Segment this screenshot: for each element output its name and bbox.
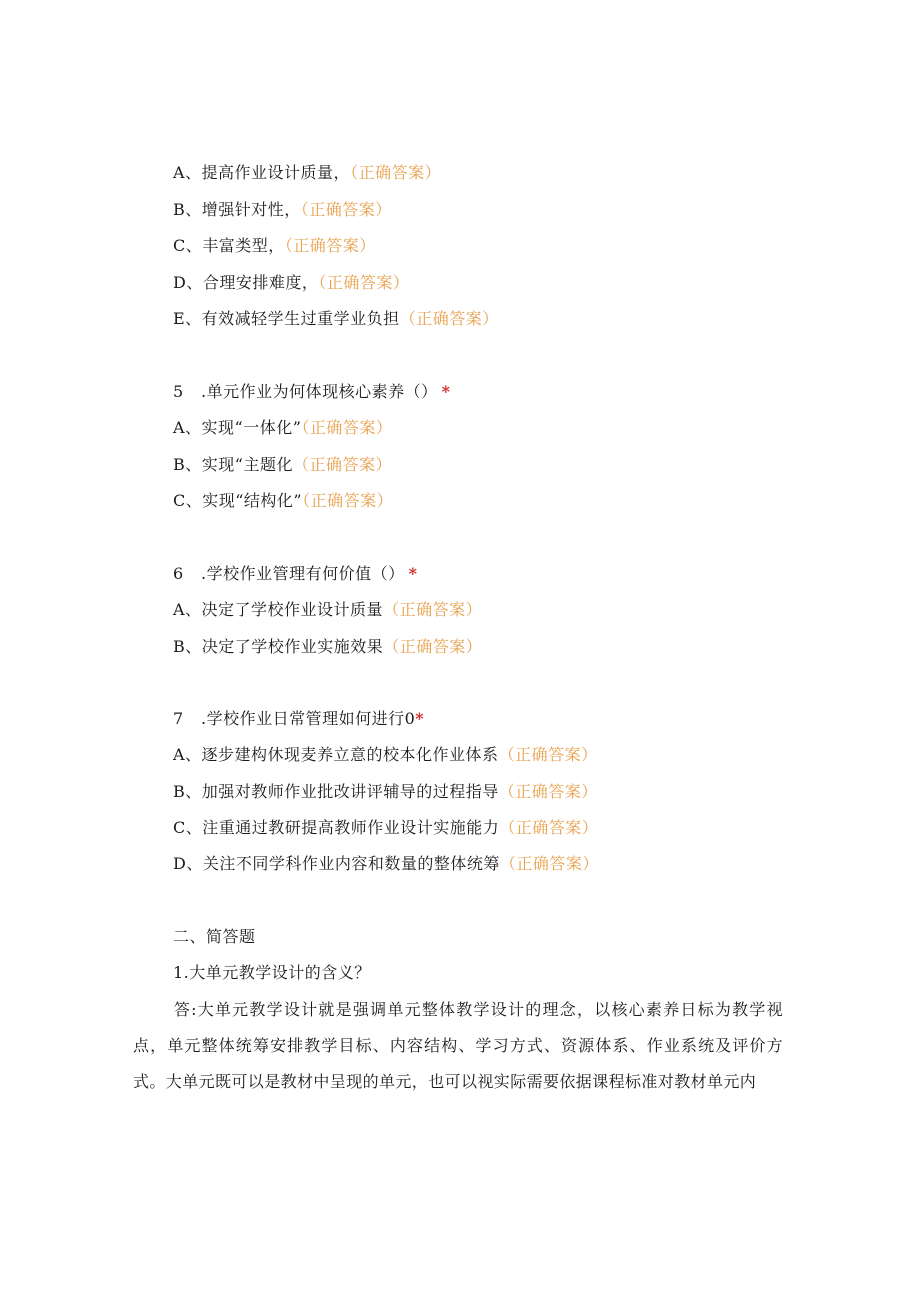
question-number: 7 [173,709,184,728]
q5-title [173,382,450,402]
correct-answer-tag: （正确答案） [499,818,599,837]
correct-answer-tag: （正确答案） [292,455,392,474]
correct-answer-tag: （正确答案） [498,782,598,801]
q7-option-d [173,854,599,874]
correct-answer-tag: （正确答案） [301,418,393,437]
correct-answer-tag: （正确答案） [302,491,394,510]
q5-option-c [173,491,393,511]
option-text: C、注重通过教研提高教师作业设计实施能力 [173,818,500,837]
q4-option-a [173,163,441,183]
q4-option-e [173,309,499,329]
correct-answer-tag: （正确答案） [318,273,410,292]
option-text: A、提高作业设计质量， [173,163,351,182]
correct-answer-tag: （正确答案） [383,637,483,656]
q6-title [173,564,417,584]
option-text: A、决定了学校作业设计质量 [173,600,384,619]
q5-option-a [173,418,392,438]
correct-answer-tag: （正确答案） [284,236,376,255]
option-text: A、实现“一体化” [173,418,302,437]
option-text: B、决定了学校作业实施效果 [173,637,384,656]
option-text: D、关注不同学科作业内容和数量的整体统筹 [173,854,500,873]
question-number: 6 [173,564,184,583]
option-text: D、合理安排难度， [173,273,319,292]
q4-option-c [173,236,376,256]
question-text: .学校作业日常管理如何进行0 [201,709,416,728]
question-text: .单元作业为何体现核心素养（） [201,382,438,401]
correct-answer-tag: （正确答案） [499,854,599,873]
correct-answer-tag: （正确答案） [300,200,392,219]
correct-answer-tag: （正确答案） [383,600,483,619]
q7-title [173,709,424,729]
option-text: C、实现“结构化” [173,491,303,510]
question-number: 5 [173,382,184,401]
required-mark: * [408,564,418,583]
option-text: A、逐步建构休现麦养立意的校本化作业体系 [173,745,499,764]
q7-option-c [173,818,598,838]
q4-option-d [173,273,409,293]
section-heading: 二、简答题 [173,927,256,946]
required-mark: * [415,709,425,728]
required-mark: * [441,382,451,401]
option-text: B、实现“主题化 [173,455,293,474]
q7-option-a [173,745,598,765]
q6-option-a [173,600,482,620]
option-text: C、丰富类型， [173,236,285,255]
question-text: .学校作业管理有何价值（） [201,564,405,583]
q7-option-b [173,782,598,802]
short-answer-body [133,992,783,1100]
correct-answer-tag: （正确答案） [399,309,499,328]
correct-answer-tag: （正确答案） [350,163,442,182]
short-answer-question: 1.大单元教学设计的含义？ [173,963,371,982]
option-text: B、加强对教师作业批改讲评辅导的过程指导 [173,782,499,801]
q5-option-b [173,455,392,475]
answer-text: 答:大单元教学设计就是强调单元整体教学设计的理念，以核心素养日标为教学视点，单元整体统筹安排教学目标、内容结构、学习方式、资源体系、作业系统及评价方式。大单元既可以是教材中呈现的单元，也可以视实际需要依据课程标准对教材单元内 [133,1000,783,1091]
option-text: B、增强针对性， [173,200,301,219]
q6-option-b [173,637,482,657]
option-text: E、有效减轻学生过重学业负担 [173,309,400,328]
correct-answer-tag: （正确答案） [498,745,598,764]
q4-option-b [173,200,392,220]
